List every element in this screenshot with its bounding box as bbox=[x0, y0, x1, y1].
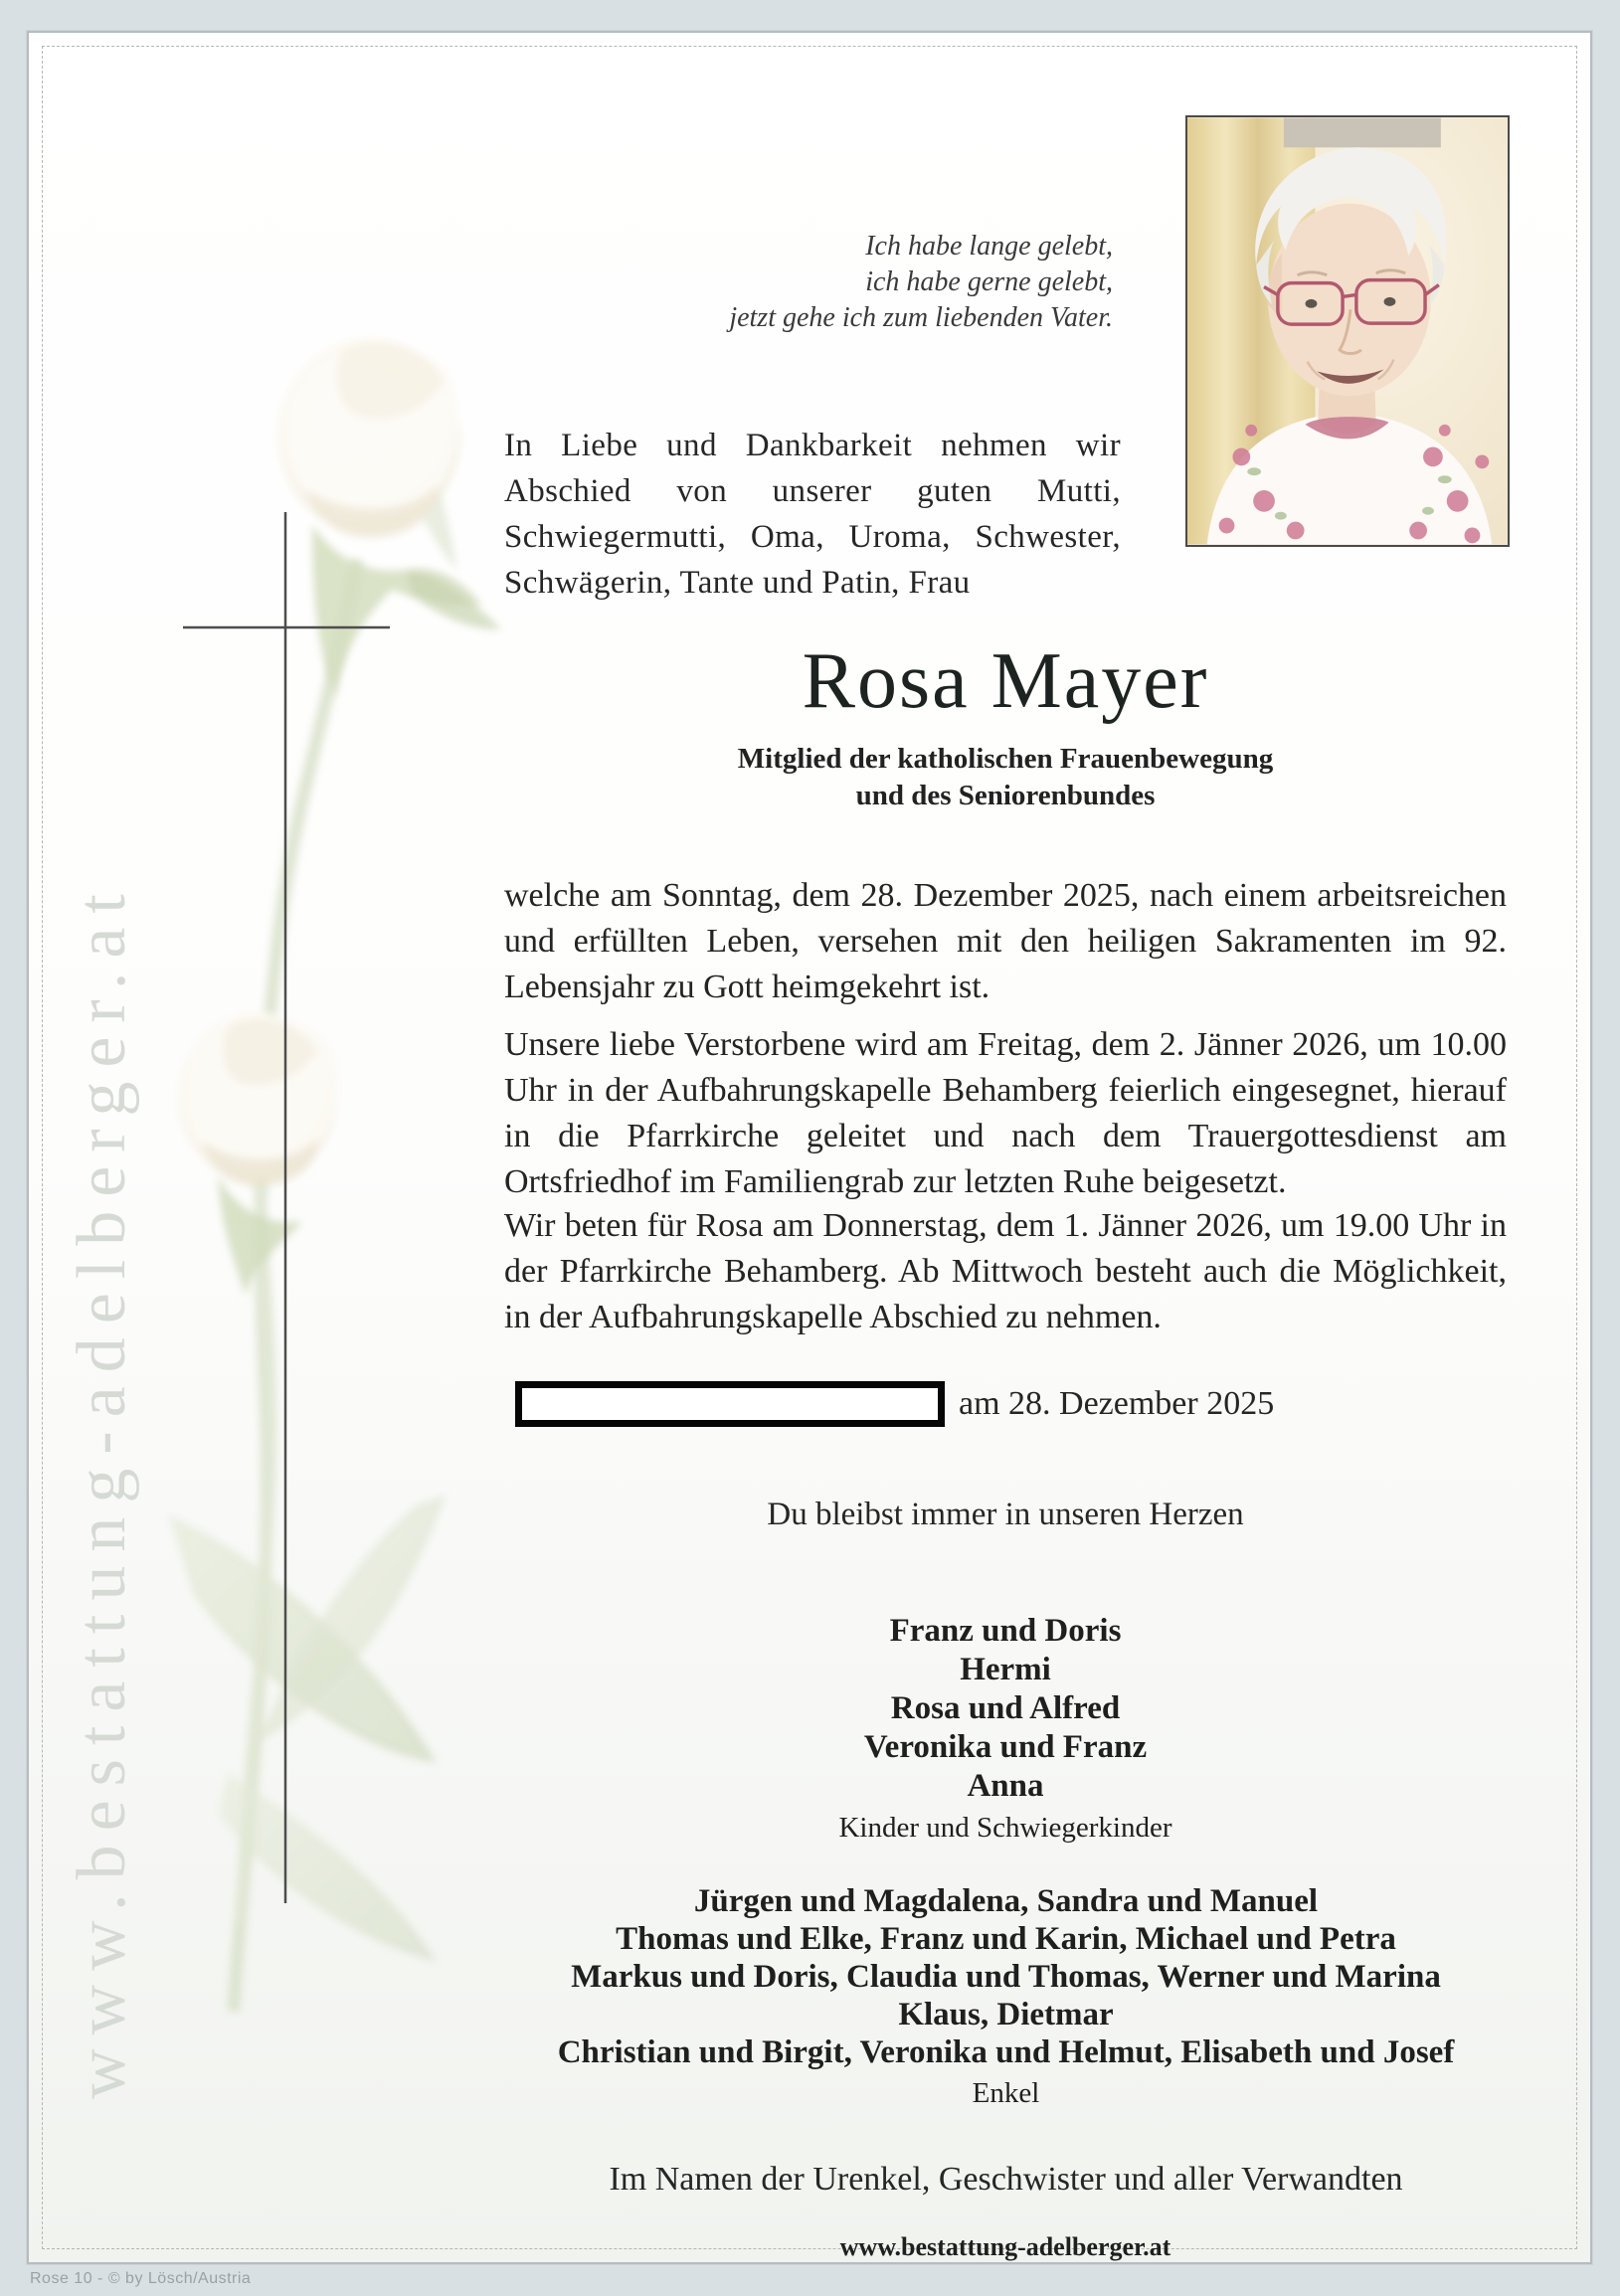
redacted-name-box bbox=[515, 1381, 945, 1427]
motto-line: ich habe gerne gelebt, bbox=[865, 266, 1113, 297]
motto-line: Ich habe lange gelebt, bbox=[865, 231, 1113, 262]
children-item: Rosa und Alfred bbox=[890, 1690, 1121, 1726]
card-design-credit: Rose 10 - © by Lösch/Austria bbox=[30, 2270, 252, 2287]
intro-paragraph: In Liebe und Dankbarkeit nehmen wir Abschied von unserer guten Mutti, Schwiegermutti, Oma, Uroma, Schwester, Schwägerin, Tante und Patin, Frau bbox=[504, 428, 1121, 601]
white-roses-image bbox=[108, 232, 536, 2022]
funeral-home-website: www.bestattung-adelberger.at bbox=[839, 2232, 1171, 2261]
place-date-row bbox=[515, 1381, 1510, 1427]
children-item: Anna bbox=[967, 1768, 1044, 1804]
prayer-details-paragraph: Wir beten für Rosa am Donnerstag, dem 1. Jänner 2026, um 19.00 Uhr in der Pfarrkirche Behamberg. Ab Mittwoch besteht auch die Möglichkeit, in der Aufbahrungskapelle Abschied zu nehmen. bbox=[504, 1207, 1507, 1335]
children-item: Hermi bbox=[960, 1652, 1051, 1687]
watermark-vertical: www.bestattung-adelberger.at bbox=[64, 880, 140, 2099]
motto-line: jetzt gehe ich zum liebenden Vater. bbox=[729, 302, 1113, 333]
funeral-details-paragraph: Unsere liebe Verstorbene wird am Freitag, dem 2. Jänner 2026, um 10.00 Uhr in der Aufbahrungskapelle Behamberg feierlich eingesegnet, hierauf in die Pfarrkirche geleitet und nach dem Trauergottesdienst am Ortsfriedhof im Familiengrab zur letzten Ruhe beigesetzt. bbox=[504, 1026, 1507, 1200]
death-announcement-paragraph: welche am Sonntag, dem 28. Dezember 2025, nach einem arbeitsreichen und erfüllten Leben, versehen mit den heiligen Sakramenten im 92. Lebensjahr zu Gott heimgekehrt ist. bbox=[504, 877, 1507, 1005]
children-item: Veronika und Franz bbox=[863, 1729, 1148, 1765]
children-item: Franz und Doris bbox=[889, 1613, 1122, 1649]
membership-line: Mitglied der katholischen Frauenbewegung bbox=[737, 743, 1274, 775]
deceased-name: Rosa Mayer bbox=[802, 637, 1209, 725]
farewell-line: Du bleibst immer in unseren Herzen bbox=[767, 1497, 1244, 1532]
grandchildren-item: Christian und Birgit, Veronika und Helmut, Elisabeth und Josef bbox=[557, 2034, 1455, 2070]
date-text: am 28. Dezember 2025 bbox=[959, 1385, 1275, 1422]
memorial-card bbox=[27, 31, 1592, 2264]
grandchildren-item: Klaus, Dietmar bbox=[898, 1997, 1114, 2032]
grandchildren-item: Jürgen und Magdalena, Sandra und Manuel bbox=[693, 1883, 1319, 1919]
membership-lines bbox=[504, 741, 1507, 814]
children-caption: Kinder und Schwiegerkinder bbox=[838, 1812, 1172, 1844]
membership-line: und des Seniorenbundes bbox=[855, 780, 1156, 811]
deceased-photo bbox=[1185, 115, 1510, 547]
grandchildren-item: Markus und Doris, Claudia und Thomas, Werner und Marina bbox=[571, 1959, 1441, 1995]
grandchildren-list bbox=[466, 1882, 1545, 2112]
children-list bbox=[504, 1612, 1507, 1847]
grandchildren-item: Thomas und Elke, Franz und Karin, Michael und Petra bbox=[616, 1921, 1396, 1957]
grandchildren-caption: Enkel bbox=[972, 2077, 1040, 2109]
motto bbox=[476, 229, 1113, 336]
closing-line: Im Namen der Urenkel, Geschwister und aller Verwandten bbox=[609, 2161, 1403, 2198]
